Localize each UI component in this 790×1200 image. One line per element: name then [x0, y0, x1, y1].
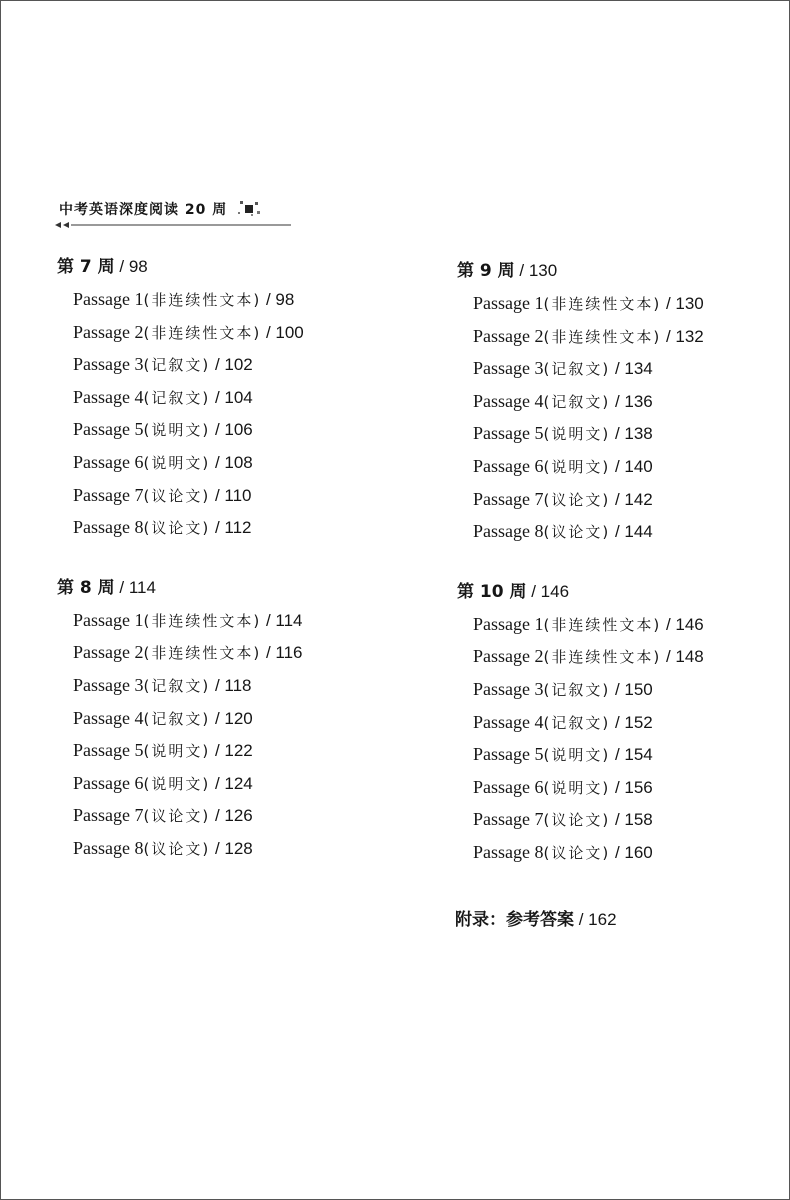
separator: / [610, 522, 625, 542]
separator: / [610, 456, 625, 476]
separator: / [610, 489, 625, 509]
week-heading[interactable]: 第 7 周 / 98 [57, 257, 148, 277]
toc-entry[interactable] [457, 706, 777, 739]
toc-entry[interactable] [457, 836, 777, 869]
separator: / [610, 424, 625, 444]
passage-name: Passage 6 [473, 776, 544, 797]
entry-list [457, 608, 777, 869]
passage-name: Passage 6 [73, 772, 144, 793]
separator: / [610, 842, 625, 862]
page-number: 150 [624, 679, 653, 699]
passage-name: Passage 6 [73, 451, 144, 472]
toc-entry[interactable] [457, 417, 777, 450]
separator: / [210, 355, 225, 375]
toc-entry[interactable] [457, 640, 777, 673]
page-number: 114 [275, 610, 303, 630]
toc-column-left [57, 251, 377, 865]
passage-type: (议论文) [143, 807, 211, 826]
toc-entry[interactable] [457, 608, 777, 641]
toc-entry[interactable] [57, 511, 377, 544]
passage-type: (议论文) [543, 811, 611, 830]
page-number: 136 [624, 391, 653, 411]
toc-entry[interactable] [457, 450, 777, 483]
page-number: 144 [624, 522, 653, 542]
toc-entry[interactable] [457, 673, 777, 706]
passage-name: Passage 1 [73, 609, 144, 630]
toc-entry[interactable] [457, 771, 777, 804]
separator: / [610, 391, 625, 411]
passage-type: (议论文) [143, 486, 211, 505]
passage-type: (记叙文) [143, 709, 211, 728]
page-number: 104 [224, 387, 253, 407]
separator: / [610, 359, 625, 379]
page-number: 106 [224, 420, 253, 440]
page-number: 134 [624, 359, 653, 379]
passage-name: Passage 1 [473, 613, 544, 634]
separator: / [210, 420, 225, 440]
separator: / [610, 810, 625, 830]
page-number: 130 [675, 294, 704, 313]
page-number: 146 [675, 614, 704, 634]
page-number: 102 [224, 355, 253, 375]
passage-name: Passage 7 [473, 488, 544, 509]
passage-name: Passage 2 [73, 642, 144, 663]
passage-name: Passage 7 [73, 484, 144, 505]
passage-type: (非连续性文本) [143, 291, 262, 309]
page-number: 138 [624, 424, 653, 444]
separator: / [210, 741, 225, 761]
passage-type: (议论文) [543, 523, 611, 542]
page-number: 98 [275, 290, 295, 309]
header-ornament-icon [237, 200, 263, 218]
passage-type: (说明文) [143, 774, 211, 793]
passage-name: Passage 6 [473, 455, 544, 476]
page-number: 120 [224, 708, 253, 728]
passage-type: (非连续性文本) [143, 644, 262, 663]
separator: / [661, 326, 676, 346]
toc-entry[interactable] [57, 767, 377, 800]
header-title: 中考英语深度阅读 20 周 [59, 202, 228, 218]
passage-type: (记叙文) [543, 360, 611, 379]
entry-list [57, 604, 377, 865]
week-heading[interactable]: 第 8 周 / 114 [57, 577, 156, 598]
passage-name: Passage 2 [473, 325, 544, 346]
passage-type: (议论文) [543, 843, 611, 862]
page-number: 110 [224, 485, 252, 505]
toc-entry[interactable] [457, 515, 777, 548]
toc-entry[interactable] [57, 348, 377, 381]
running-header [59, 199, 263, 219]
passage-name: Passage 5 [73, 419, 144, 440]
passage-name: Passage 1 [473, 293, 544, 313]
page-number: 148 [675, 647, 704, 667]
toc-entry[interactable] [457, 352, 777, 385]
separator: / [610, 679, 625, 699]
page-number: 122 [224, 741, 253, 761]
page-number: 152 [624, 712, 653, 732]
page-number: 126 [224, 806, 253, 826]
separator: / [261, 322, 276, 342]
separator: / [210, 387, 225, 407]
page-number: 112 [224, 518, 252, 538]
passage-type: (记叙文) [543, 392, 611, 411]
passage-name: Passage 2 [73, 321, 144, 342]
toc-entry[interactable] [457, 385, 777, 418]
separator: / [210, 838, 225, 858]
page-number: 154 [624, 745, 653, 765]
page-number: 158 [624, 810, 653, 830]
page-number: 140 [624, 456, 653, 476]
toc-entry[interactable] [457, 320, 777, 353]
separator: / [610, 745, 625, 765]
toc-entry[interactable] [457, 803, 777, 836]
separator: / [610, 712, 625, 732]
toc-column-right [457, 255, 777, 869]
toc-entry[interactable] [57, 799, 377, 832]
passage-name: Passage 3 [73, 674, 144, 695]
passage-type: (记叙文) [543, 713, 611, 732]
passage-type: (记叙文) [143, 356, 211, 375]
toc-entry[interactable] [457, 738, 777, 771]
passage-type: (说明文) [543, 746, 611, 765]
toc-entry[interactable] [57, 669, 377, 702]
separator: / [210, 806, 225, 826]
toc-entry[interactable] [57, 316, 377, 349]
page-number: 118 [224, 675, 252, 695]
passage-name: Passage 5 [73, 740, 144, 761]
passage-type: (记叙文) [143, 388, 211, 407]
entry-list [457, 287, 777, 548]
toc-entry[interactable] [57, 479, 377, 512]
passage-name: Passage 4 [473, 711, 544, 732]
separator: / [661, 294, 676, 313]
passage-name: Passage 5 [473, 423, 544, 444]
passage-name: Passage 4 [473, 390, 544, 411]
separator: / [610, 777, 625, 797]
toc-entry[interactable] [57, 381, 377, 414]
passage-name: Passage 7 [473, 809, 544, 830]
separator: / [261, 610, 276, 630]
week-heading[interactable]: 第 9 周 / 130 [457, 261, 558, 281]
passage-name: Passage 7 [73, 805, 144, 826]
toc-entry[interactable] [57, 636, 377, 669]
passage-name: Passage 1 [73, 289, 144, 309]
separator: / [210, 518, 225, 538]
separator: / [210, 675, 225, 695]
passage-type: (说明文) [543, 457, 611, 476]
separator: / [261, 290, 276, 309]
passage-name: Passage 2 [473, 646, 544, 667]
passage-type: (议论文) [543, 490, 611, 509]
passage-name: Passage 8 [473, 841, 544, 862]
toc-entry[interactable] [57, 413, 377, 446]
page-number: 156 [624, 777, 653, 797]
toc-entry[interactable] [57, 283, 377, 316]
passage-name: Passage 4 [73, 707, 144, 728]
passage-name: Passage 5 [473, 744, 544, 765]
passage-name: Passage 8 [473, 521, 544, 542]
page-number: 124 [224, 773, 253, 793]
passage-type: (非连续性文本) [143, 323, 262, 342]
week-section [457, 576, 777, 869]
separator: / [210, 773, 225, 793]
separator: / [261, 643, 276, 663]
passage-type: (记叙文) [543, 680, 611, 699]
page-number: 132 [675, 326, 704, 346]
toc-entry[interactable] [57, 446, 377, 479]
page-number: 116 [275, 643, 303, 663]
passage-type: (非连续性文本) [543, 295, 662, 313]
passage-type: (议论文) [143, 519, 211, 538]
toc-entry[interactable] [57, 832, 377, 865]
passage-type: (非连续性文本) [543, 327, 662, 346]
separator: / [210, 708, 225, 728]
toc-entry[interactable] [57, 702, 377, 735]
toc-entry[interactable] [457, 483, 777, 516]
page-number: 100 [275, 322, 304, 342]
toc-entry[interactable] [57, 604, 377, 637]
passage-type: (非连续性文本) [543, 648, 662, 667]
page-number: 160 [624, 842, 653, 862]
page-number: 108 [224, 452, 253, 472]
passage-type: (非连续性文本) [143, 611, 262, 630]
passage-type: (说明文) [543, 778, 611, 797]
appendix-label: 附录：参考答案 [455, 910, 574, 930]
separator: / [210, 452, 225, 472]
entry-list [57, 283, 377, 544]
appendix-page: 162 [588, 910, 617, 929]
passage-type: (说明文) [143, 453, 211, 472]
appendix-entry[interactable]: 附录：参考答案 / 162 [455, 910, 617, 930]
passage-type: (非连续性文本) [543, 615, 662, 634]
week-section [57, 251, 377, 544]
passage-type: (记叙文) [143, 676, 211, 695]
separator: / [661, 614, 676, 634]
toc-entry[interactable] [457, 287, 777, 320]
separator: / [661, 647, 676, 667]
week-heading[interactable]: 第 10 周 / 146 [457, 581, 570, 602]
week-section [457, 255, 777, 548]
page-number: 142 [624, 489, 653, 509]
passage-name: Passage 3 [473, 678, 544, 699]
passage-name: Passage 3 [73, 354, 144, 375]
passage-type: (说明文) [143, 742, 211, 761]
passage-name: Passage 3 [473, 358, 544, 379]
separator: / [210, 485, 225, 505]
passage-name: Passage 8 [73, 517, 144, 538]
toc-entry[interactable] [57, 734, 377, 767]
passage-name: Passage 4 [73, 386, 144, 407]
passage-type: (说明文) [543, 425, 611, 444]
page-number: 128 [224, 838, 253, 858]
passage-name: Passage 8 [73, 837, 144, 858]
week-section [57, 572, 377, 865]
passage-type: (议论文) [143, 839, 211, 858]
passage-type: (说明文) [143, 421, 211, 440]
header-rule [53, 221, 293, 229]
